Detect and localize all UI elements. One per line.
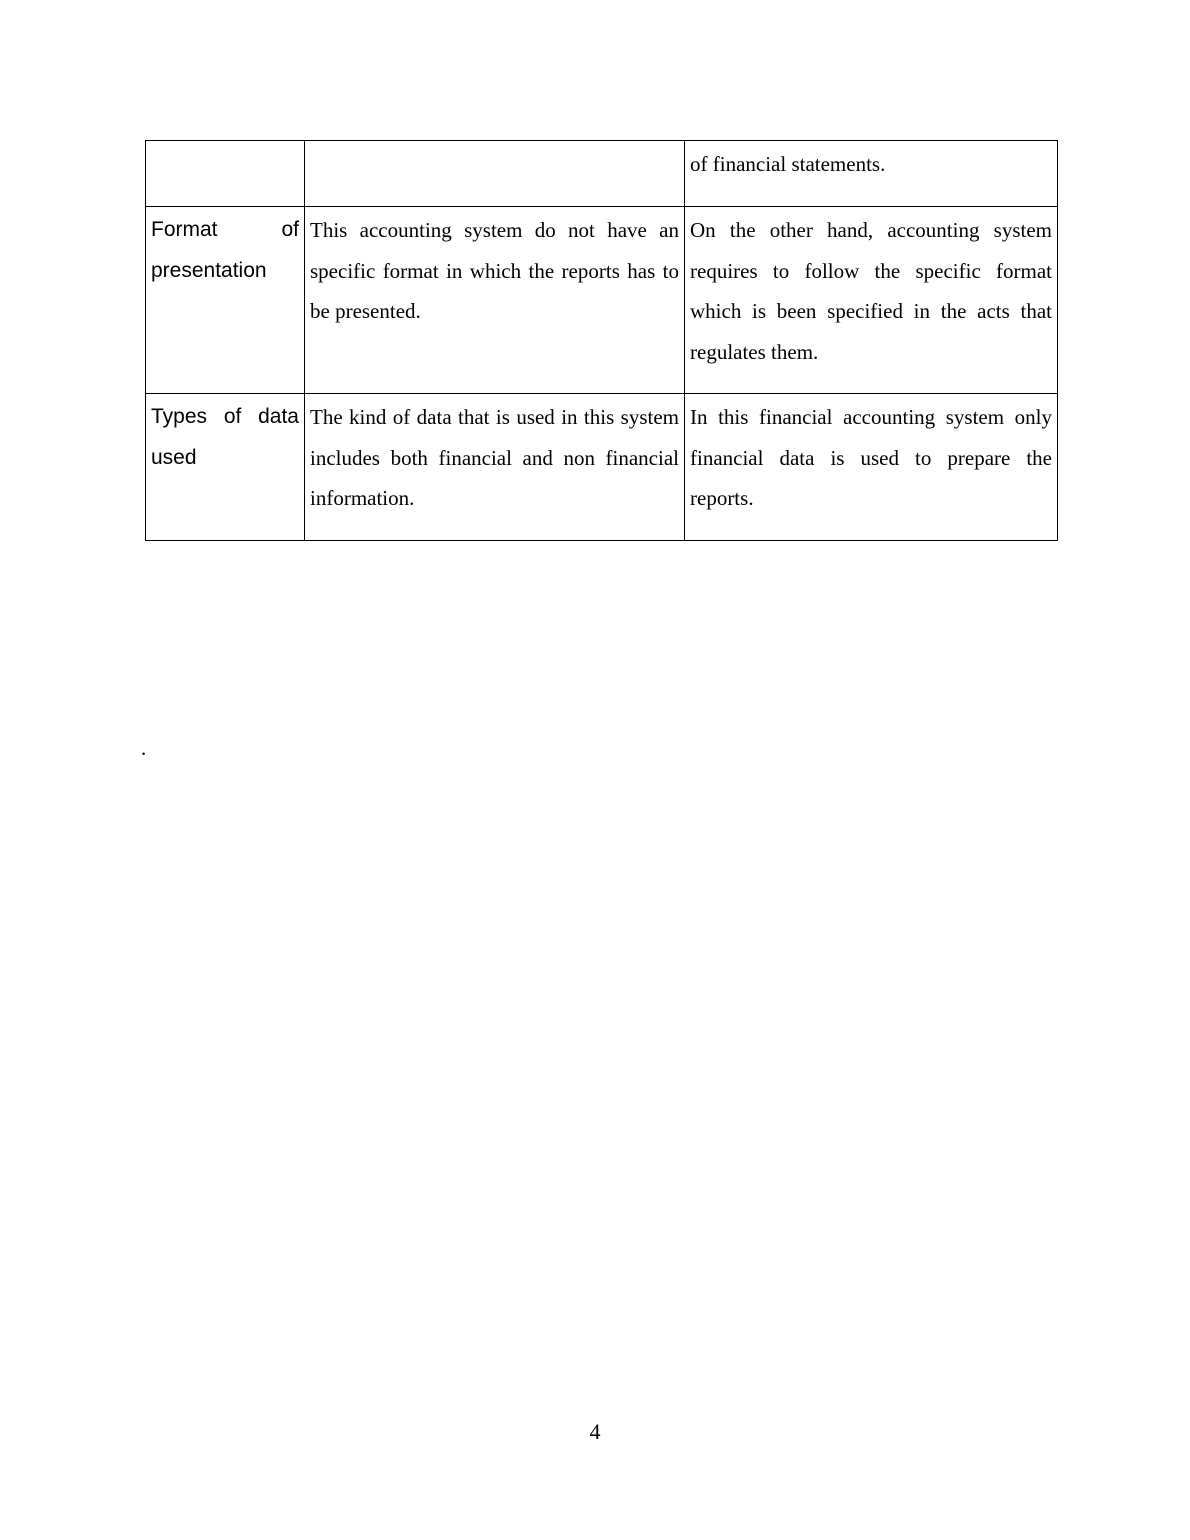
comparison-table	[145, 140, 1058, 541]
aspect-cell: Format of presentation	[146, 207, 305, 394]
table-row	[146, 394, 1058, 541]
financial-accounting-cell: In this financial accounting system only financial data is used to prepare the reports.	[685, 394, 1058, 541]
table-row	[146, 141, 1058, 207]
page-number: 4	[589, 1419, 601, 1444]
aspect-cell: Types of data used	[146, 394, 305, 541]
management-accounting-cell	[305, 141, 685, 207]
financial-accounting-cell: On the other hand, accounting system requires to follow the specific format which is been specified in the acts that regulates them.	[685, 207, 1058, 394]
table-row	[146, 207, 1058, 394]
aspect-cell	[146, 141, 305, 207]
financial-accounting-cell: of financial statements.	[685, 141, 1058, 207]
stray-period: .	[141, 736, 147, 760]
management-accounting-cell: This accounting system do not have an specific format in which the reports has to be presented.	[305, 207, 685, 394]
management-accounting-cell: The kind of data that is used in this system includes both financial and non financial information.	[305, 394, 685, 541]
